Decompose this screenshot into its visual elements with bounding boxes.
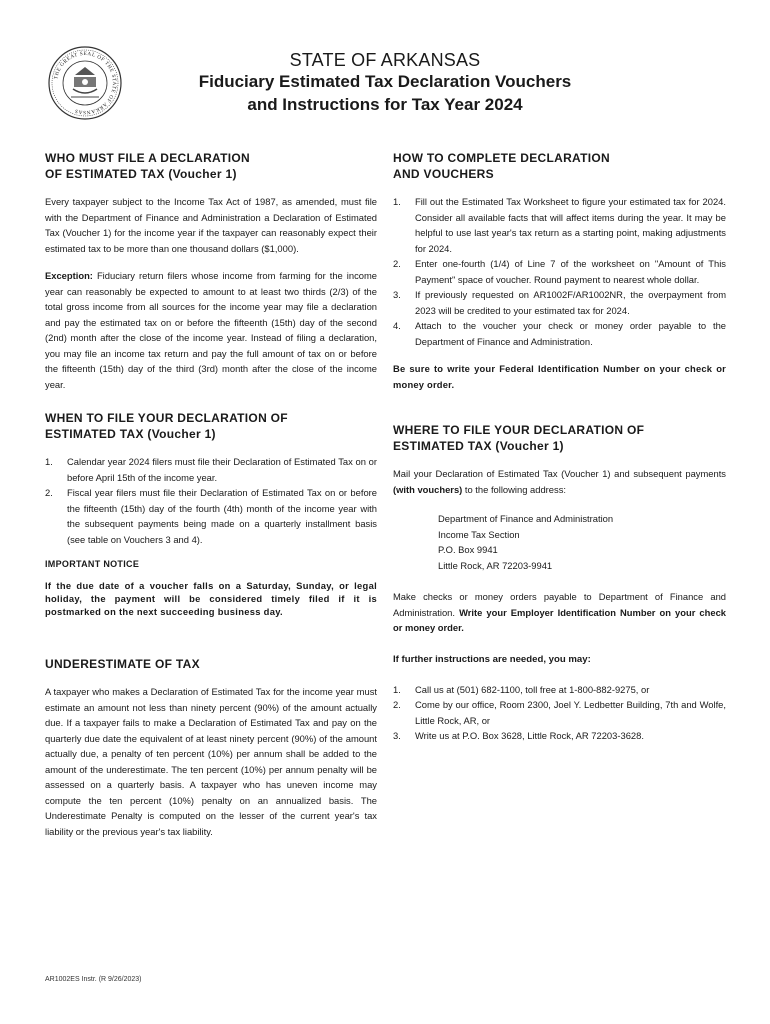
where-to-file-title <box>393 422 726 454</box>
when-to-file-title-line-1: WHEN TO FILE YOUR DECLARATION OF <box>45 411 288 425</box>
where-to-file-title-line-1: WHERE TO FILE YOUR DECLARATION OF <box>393 423 645 437</box>
where-to-file-section <box>393 422 726 636</box>
address-line: Department of Finance and Administration <box>438 513 614 524</box>
exception-paragraph <box>45 268 377 392</box>
list-item-text: Come by our office, Room 2300, Joel Y. Ledbetter Building, 7th and Wolfe, Little Rock, AR, or <box>415 699 726 726</box>
who-must-file-title-line-1: WHO MUST FILE A DECLARATION <box>45 151 250 165</box>
exception-text: Fiduciary return filers whose income from farming for the income year can reasonably be expected to amount to at least two thirds (2/3) of the total gross income from all sources for the income year may file a declaration and pay the estimated tax on or before the fifteenth (15th) day of the second (2nd) month after the close of the income year. Instead of filing a declaration, you may file an income tax return and pay the full amount of tax on or before the fifteenth (15th) day of the third (3rd) month after the close of the income year. <box>45 270 377 390</box>
exception-label: Exception: <box>45 270 93 281</box>
address-line: P.O. Box 9941 <box>438 544 498 555</box>
list-item-number: 1. <box>45 456 53 467</box>
list-item <box>393 697 726 728</box>
underestimate-text: A taxpayer who makes a Declaration of Estimated Tax for the income year must estimate an amount not less than ninety percent (90%) of the amount actually due. If a taxpayer fails to make a Declaration of Estimated Tax and pay on the quarterly due date the equivalent of at least ninety percent (90%) of the amount actually due, a penalty of ten percent (10%) per annum shall be added to the amount of the underestimate. The ten percent (10%) per annum penalty will be assessed on a quarterly basis. A taxpayer who has uneven income may compute the ten percent (10%) penalty on an annualized basis. The Underestimate Penalty is computed on the lesser of the current year's tax liability or the previous year's tax liability. <box>45 686 377 837</box>
list-item-number: 1. <box>393 196 401 207</box>
list-item-number: 2. <box>393 258 401 269</box>
further-instructions-list <box>393 682 726 744</box>
form-id-footer: AR1002ES Instr. (R 9/26/2023) <box>45 976 142 983</box>
list-item-number: 2. <box>45 487 53 498</box>
further-instructions-title: If further instructions are needed, you may: <box>393 654 591 665</box>
list-item-number: 1. <box>393 683 401 695</box>
who-must-file-title-line-2: OF ESTIMATED TAX (Voucher 1) <box>45 167 237 181</box>
list-item-text: If previously requested on AR1002F/AR1002NR, the overpayment from 2023 will be credited to your estimated tax for 2024. <box>415 289 726 316</box>
employer-id-reminder: Write your Employer Identification Number on your check or money order. <box>393 606 726 633</box>
list-item <box>45 485 377 547</box>
when-to-file-section <box>45 410 377 618</box>
list-item-text: Write us at P.O. Box 3628, Little Rock, AR 72203-3628. <box>415 730 644 741</box>
address-line: Income Tax Section <box>438 528 520 540</box>
list-item <box>393 287 726 318</box>
state-heading: STATE OF ARKANSAS <box>289 50 481 70</box>
list-item <box>393 728 726 744</box>
page-title <box>0 70 770 116</box>
further-instructions-section <box>393 652 726 744</box>
underestimate-title: UNDERESTIMATE OF TAX <box>45 657 200 671</box>
who-must-file-title <box>45 150 377 182</box>
mailing-intro: Mail your Declaration of Estimated Tax (Voucher 1) and subsequent payments <box>393 468 726 479</box>
important-notice-title: IMPORTANT NOTICE <box>45 559 140 569</box>
list-item <box>393 194 726 256</box>
how-to-complete-title-line-1: HOW TO COMPLETE DECLARATION <box>393 151 610 165</box>
list-item-text: Fill out the Estimated Tax Worksheet to figure your estimated tax for 2024. Consider all available facts that will affect items during the year. It may be helpful to use last year's tax return as a starting point, making adjustments for 2024. <box>415 196 726 254</box>
list-item-number: 4. <box>393 320 401 331</box>
how-to-complete-section <box>393 150 726 392</box>
when-to-file-title <box>45 410 377 442</box>
with-vouchers-emphasis: (with vouchers) <box>393 483 463 495</box>
who-must-file-text: Every taxpayer subject to the Income Tax Act of 1987, as amended, must file with the Department of Finance and Administration a Declaration of Estimated Tax (Voucher 1) for the income year if the taxpayer can reasonably expect their estimated tax to be more than one thousand dollars ($1,000). <box>45 196 377 254</box>
where-to-file-title-line-2: ESTIMATED TAX (Voucher 1) <box>393 439 564 453</box>
list-item <box>393 256 726 287</box>
list-item-text: Attach to the voucher your check or money order payable to the Department of Finance and Administration. <box>415 320 726 347</box>
list-item <box>393 682 726 698</box>
seal-text: THE GREAT SEAL OF THE STATE OF ARKANSAS <box>53 50 118 116</box>
federal-id-reminder: Be sure to write your Federal Identification Number on your check or money order. <box>393 363 726 390</box>
when-to-file-title-line-2: ESTIMATED TAX (Voucher 1) <box>45 427 216 441</box>
title-line-1: Fiduciary Estimated Tax Declaration Vouchers <box>198 72 572 91</box>
who-must-file-section <box>45 150 377 392</box>
list-item <box>45 454 377 485</box>
list-item <box>393 318 726 349</box>
when-to-file-list <box>45 454 377 547</box>
payable-text: Make checks or money orders payable to Department of Finance and Administration. <box>393 591 726 618</box>
list-item-number: 3. <box>393 730 401 741</box>
mailing-intro-end: to the following address: <box>462 483 566 495</box>
list-item-text: Enter one-fourth (1/4) of Line 7 of the worksheet on "Amount of This Payment" space of voucher. Round payment to nearest whole dollar. <box>415 258 726 285</box>
list-item-number: 2. <box>393 699 401 710</box>
list-item-number: 3. <box>393 289 401 300</box>
title-line-2: and Instructions for Tax Year 2024 <box>247 95 523 114</box>
how-to-complete-list <box>393 194 726 349</box>
how-to-complete-title <box>393 150 726 182</box>
list-item-text: Fiscal year filers must file their Declaration of Estimated Tax on or before the fifteenth (15th) day of the fourth (4th) month of the income year with the subsequent payments being made on a quarterly installment basis (see table on Vouchers 3 and 4). <box>67 487 377 545</box>
how-to-complete-title-line-2: AND VOUCHERS <box>393 167 494 181</box>
payable-instructions <box>393 589 726 636</box>
list-item-text: Calendar year 2024 filers must file their Declaration of Estimated Tax on or before April 15th of the income year. <box>67 456 377 483</box>
important-notice-text: If the due date of a voucher falls on a Saturday, Sunday, or legal holiday, the payment will be considered timely filed if it is postmarked on the next succeeding business day. <box>45 579 377 617</box>
mailing-instructions <box>393 466 726 497</box>
underestimate-section <box>45 656 377 839</box>
mailing-address <box>393 511 726 573</box>
address-line: Little Rock, AR 72203-9941 <box>438 559 553 571</box>
list-item-text: Call us at (501) 682-1100, toll free at 1-800-882-9275, or <box>415 683 650 695</box>
